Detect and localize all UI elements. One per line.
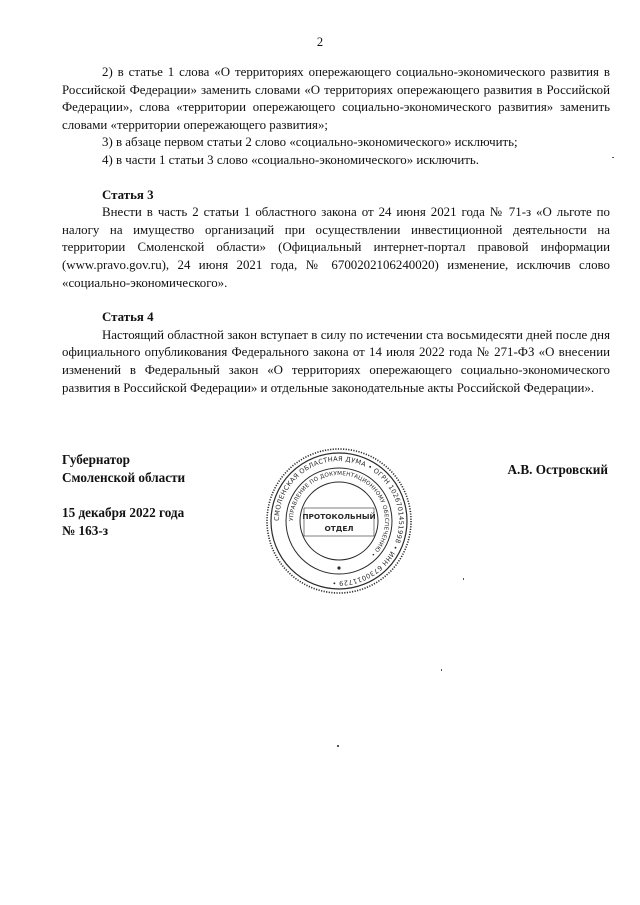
signature-block <box>62 451 185 540</box>
article-3-text: Внести в часть 2 статьи 1 областного закона от 24 июня 2021 года № 71-з «О льготе по налогу на имущество организаций при осуществлении инвестиционной деятельности на территории Смоленской области» (Официальный интернет-портал правовой информации (www.pravo.gov.ru), 24 июня 2021 года, № 6700202106240020) изменение, исключив слово «социально-экономического». <box>62 205 610 290</box>
signatory-name: А.В. Островский <box>507 462 608 477</box>
signatory-title-line1: Губернатор <box>62 452 130 467</box>
amendment-item-3: 3) в абзаце первом статьи 2 слово «социально-экономического» исключить; <box>102 135 518 150</box>
law-number: № 163-з <box>62 523 109 538</box>
scan-speck <box>612 157 614 158</box>
page-number: 2 <box>316 35 324 49</box>
signatory-title-line2: Смоленской области <box>62 470 186 485</box>
seal-inner-text: УПРАВЛЕНИЕ ПО ДОКУМЕНТАЦИОННОМУ ОБЕСПЕЧЕНИЮ • <box>288 470 390 558</box>
seal-dot-icon <box>337 566 340 569</box>
article-3-heading: Статья 3 <box>102 187 154 202</box>
article-4-text: Настоящий областной закон вступает в силу по истечении ста восьмидесяти дней после дня официального опубликования Федерального закона от 14 июля 2022 года № 271-ФЗ «О внесении изменений в Федеральный закон «О территориях опережающего социально-экономического развития в Российской Федерации» и отдельные законодательные акты Российской Федерации». <box>62 327 610 395</box>
seal-center-line2: ОТДЕЛ <box>324 524 354 533</box>
amendment-item-4: 4) в части 1 статьи 3 слово «социально-экономического» исключить. <box>102 152 479 167</box>
seal-outer-text: СМОЛЕНСКАЯ ОБЛАСТНАЯ ДУМА • ОГРН 1026701451998 • ИНН 6730011729 • <box>272 454 406 588</box>
scan-speck <box>463 578 464 580</box>
official-seal <box>264 446 414 596</box>
article-4-heading: Статья 4 <box>102 310 154 325</box>
seal-center-line1: ПРОТОКОЛЬНЫЙ <box>302 512 376 521</box>
scan-speck <box>441 669 442 671</box>
scan-speck <box>337 745 339 747</box>
law-date: 15 декабря 2022 года <box>62 505 185 520</box>
document-body <box>62 64 610 397</box>
amendment-item-2: 2) в статье 1 слова «О территориях опережающего социально-экономического развития в Российской Федерации» заменить словами «О территориях опережающего развития в Российской Федерации», слова «территории опережающего социально-экономического развития» заменить словами «территории опережающего развития»; <box>62 65 610 132</box>
